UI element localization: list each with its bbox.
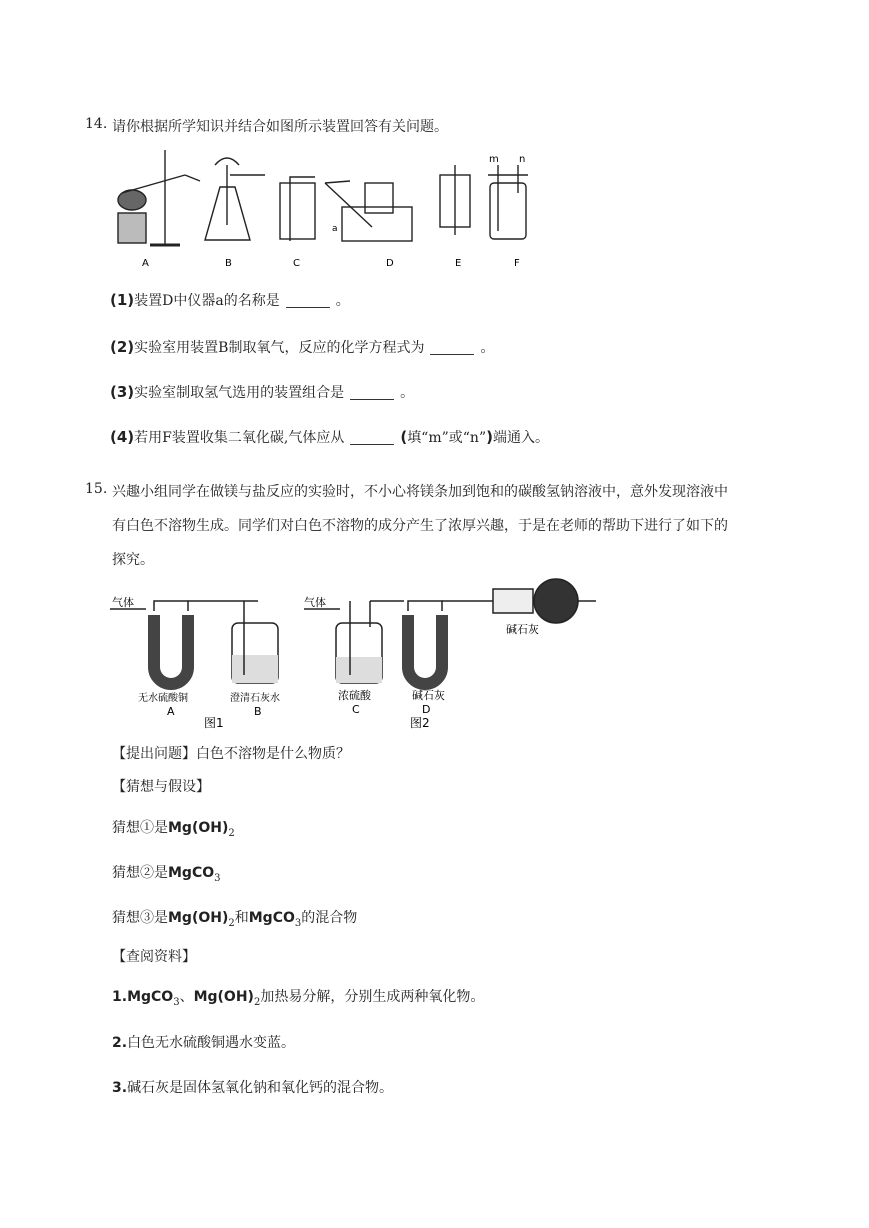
q14-stem: 请你根据所学知识并结合如图所示装置回答有关问题。 [112,119,448,135]
ref1: 1.MgCO$_3$、$Mg(OH)_2$加热易分解，分别生成两种氧化物。 [112,989,485,1008]
answer-blank[interactable] [286,293,330,308]
letter-D: D [422,703,431,716]
ref3: 3.碱石灰是固体氢氧化钠和氧化钙的混合物。 [112,1080,394,1096]
fig-label: B [225,258,232,269]
q15-stem-line: 探究。 [112,552,154,568]
answer-blank[interactable] [430,340,474,355]
hyp3: 猜想③是$Mg(OH)_2$和MgCO$_3$的混合物 [112,910,358,929]
q14-apparatus-figure [110,145,560,270]
q14-label-n: n [519,154,526,165]
label-A: 无水硫酸铜 [138,693,188,704]
label-D: 碱石灰 [412,689,445,702]
q14-label-m: m [489,154,499,165]
ref-heading: 【查阅资料】 [112,949,196,965]
answer-blank[interactable] [350,430,394,445]
label-E: 碱石灰 [506,623,539,636]
fig-label: E [455,258,462,269]
letter-C: C [352,703,360,716]
letter-B: B [254,705,262,718]
gas-label-2: 气体 [304,596,326,609]
q15-experiment-figure [108,575,603,735]
fig-label: D [386,258,394,269]
q14-label-a: a [332,224,338,234]
hyp1: 猜想①是$Mg(OH)_2$ [112,820,235,839]
question-heading: 【提出问题】白色不溶物是什么物质？ [112,746,350,762]
q15-stem-line: 兴趣小组同学在做镁与盐反应的实验时，不小心将镁条加到饱和的碳酸氢钠溶液中，意外发现溶液中 [112,484,728,500]
answer-blank[interactable] [350,385,394,400]
label-B: 澄清石灰水 [230,693,280,704]
gas-label-1: 气体 [112,596,134,609]
letter-A: A [167,705,175,718]
fig2-label: 图2 [410,716,430,730]
q15-stem-line: 有白色不溶物生成。同学们对白色不溶物的成分产生了浓厚兴趣，于是在老师的帮助下进行了如下的 [112,518,728,534]
hyp-heading: 【猜想与假设】 [112,779,210,795]
fig-label: C [293,258,300,269]
label-C: 浓硫酸 [338,689,371,702]
q14-sub1: (1)装置D中仪器a的名称是 。 [110,291,350,309]
fig-label: F [514,258,520,269]
ref2: 2.白色无水硫酸铜遇水变蓝。 [112,1035,296,1051]
fig1-label: 图1 [204,716,224,730]
hyp2: 猜想②是MgCO$_3$ [112,865,221,884]
q14-number: 14. [85,116,108,132]
q14-sub3: (3)实验室制取氢气选用的装置组合是 。 [110,383,415,401]
fig-label: A [142,258,149,269]
q15-number: 15. [85,481,108,497]
q14-sub2: (2)实验室用装置B制取氧气，反应的化学方程式为 。 [110,338,495,356]
q14-sub4: (4)若用F装置收集二氧化碳,气体应从 (填“m”或“n”)端通入。 [110,428,549,446]
